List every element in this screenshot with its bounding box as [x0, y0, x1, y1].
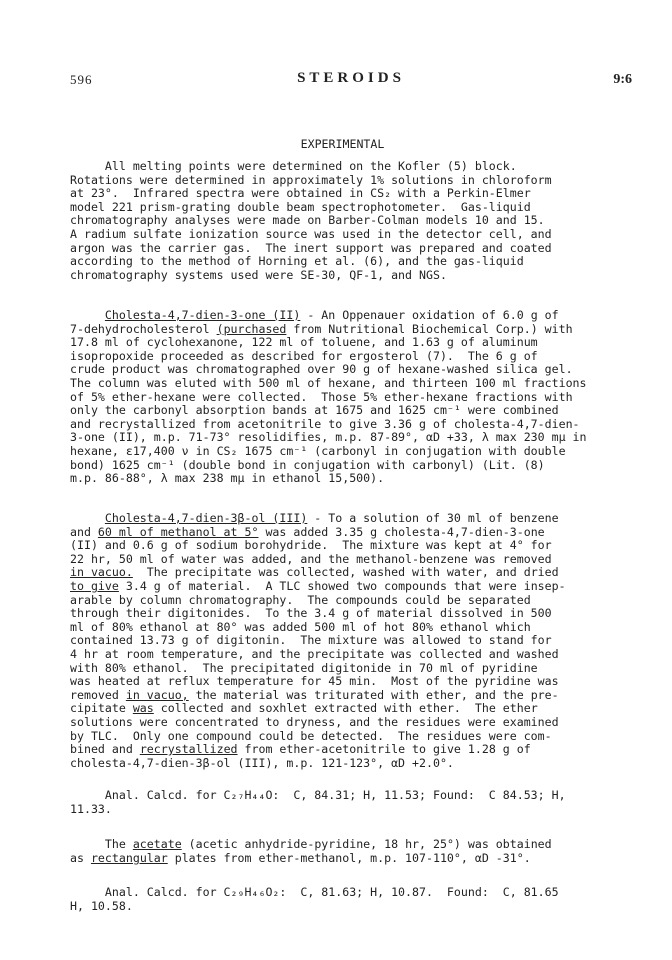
text-line: according to the method of Horning et al. (6), and the gas-liquid [70, 254, 524, 269]
text-line: 17.8 ml of cyclohexanone, 122 ml of toluene, and 1.63 g of aluminum [70, 335, 538, 350]
text-line: isopropoxide proceeded as described for ergosterol (7). The 6 g of [70, 348, 538, 363]
text-line: only the carbonyl absorption bands at 1675 and 1625 cm⁻¹ were combined [70, 403, 559, 418]
text-line: crude product was chromatographed over 90 g of hexane-washed silica gel. [70, 362, 573, 377]
elemental-analysis-1 [70, 789, 650, 816]
text-line: All melting points were determined on the Kofler (5) block. [70, 159, 517, 173]
paragraph-dienol [70, 512, 650, 770]
volume-issue: 9:6 [613, 72, 632, 87]
text-line: removed in vacuo, the material was triturated with ether, and the pre- [70, 687, 559, 702]
text-line: (II) and 0.6 g of sodium borohydride. The mixture was kept at 4° for [70, 538, 552, 553]
text-line: to give 3.4 g of material. A TLC showed two compounds that were insep- [70, 578, 566, 593]
text-line: Anal. Calcd. for C₂₇H₄₄O: C, 84.31; H, 11.53; Found: C 84.53; H, [70, 788, 566, 802]
text-line: A radium sulfate ionization source was used in the detector cell, and [70, 226, 552, 241]
text-line: chromatography analyses were made on Barber-Colman models 10 and 15. [70, 213, 545, 228]
text-line: H, 10.58. [70, 898, 133, 913]
text-line: cholesta-4,7-dien-3β-ol (III), m.p. 121-123°, αD +2.0°. [70, 755, 454, 770]
compound-heading: Cholesta-4,7-dien-3β-ol (III) [104, 511, 308, 525]
text-line: 22 hr, 50 ml of water was added, and the methanol-benzene was removed [70, 551, 552, 566]
text-line: at 23°. Infrared spectra were obtained in CS₂ with a Perkin-Elmer [70, 186, 531, 201]
text-line: as rectangular plates from ether-methanol, m.p. 107-110°, αD -31°. [70, 850, 531, 865]
text-line: solutions were concentrated to dryness, and the residues were examined [70, 714, 559, 729]
text-line: argon was the carrier gas. The inert support was prepared and coated [70, 240, 552, 255]
text-line: 4 hr at room temperature, and the precipitate was collected and washed [70, 646, 559, 661]
text-line: hexane, ε17,400 ν in CS₂ 1675 cm⁻¹ (carbonyl in conjugation with double [70, 443, 566, 458]
text-line: The column was eluted with 500 ml of hexane, and thirteen 100 ml fractions [70, 375, 587, 390]
text-line: m.p. 86-88°, λ max 238 mμ in ethanol 15,500). [70, 471, 385, 486]
text-line: by TLC. Only one compound could be detected. The residues were com- [70, 728, 552, 743]
paragraph-methods [70, 160, 650, 282]
compound-heading: Cholesta-4,7-dien-3-one (II) [104, 308, 301, 322]
text-line: of 5% ether-hexane were collected. Those 5% ether-hexane fractions with [70, 389, 573, 404]
text-line: Anal. Calcd. for C₂₉H₄₆O₂: C, 81.63; H, 10.87. Found: C, 81.65 [70, 885, 559, 899]
text-line: was heated at reflux temperature for 45 min. Most of the pyridine was [70, 674, 559, 689]
text-line: arable by column chromatography. The compounds could be separated [70, 592, 531, 607]
text-line: ml of 80% ethanol at 80° was added 500 ml of hot 80% ethanol which [70, 619, 531, 634]
journal-title: STEROIDS [297, 70, 405, 86]
text-line: through their digitonides. To the 3.4 g of material dissolved in 500 [70, 606, 552, 621]
text-line: chromatography systems used were SE-30, QF-1, and NGS. [70, 267, 447, 282]
paragraph-acetate [70, 838, 650, 865]
text-line: Cholesta-4,7-dien-3-one (II) - An Oppenauer oxidation of 6.0 g of [104, 308, 559, 322]
running-header [70, 72, 632, 92]
text-line: contained 13.73 g of digitonin. The mixture was allowed to stand for [70, 633, 552, 648]
section-heading: EXPERIMENTAL [300, 137, 385, 151]
text-line: 3-one (II), m.p. 71-73° resolidifies, m.p. 87-89°, αD +33, λ max 230 mμ in [70, 430, 587, 445]
text-line: and recrystallized from acetonitrile to give 3.36 g of cholesta-4,7-dien- [70, 416, 580, 431]
text-line: Rotations were determined in approximately 1% solutions in chloroform [70, 172, 552, 187]
text-line: bined and recrystallized from ether-acetonitrile to give 1.28 g of [70, 742, 531, 757]
text-line: 11.33. [70, 801, 112, 816]
text-line: and 60 ml of methanol at 5° was added 3.35 g cholesta-4,7-dien-3-one [70, 524, 545, 539]
text-line: model 221 prism-grating double beam spectrophotometer. Gas-liquid [70, 199, 531, 214]
text-line: in vacuo. The precipitate was collected, washed with water, and dried [70, 565, 559, 580]
text-line: with 80% ethanol. The precipitated digitonide in 70 ml of pyridine [70, 660, 538, 675]
paragraph-dienone [70, 309, 650, 486]
page-number: 596 [70, 72, 93, 87]
text-line: 7-dehydrocholesterol (purchased from Nutritional Biochemical Corp.) with [70, 321, 573, 336]
text-line: Cholesta-4,7-dien-3β-ol (III) - To a solution of 30 ml of benzene [104, 511, 559, 525]
elemental-analysis-2 [70, 886, 650, 913]
text-line: cipitate was collected and soxhlet extracted with ether. The ether [70, 701, 538, 716]
text-line: The acetate (acetic anhydride-pyridine, 18 hr, 25°) was obtained [70, 837, 552, 851]
text-line: bond) 1625 cm⁻¹ (double bond in conjugation with carbonyl) (Lit. (8) [70, 457, 545, 472]
